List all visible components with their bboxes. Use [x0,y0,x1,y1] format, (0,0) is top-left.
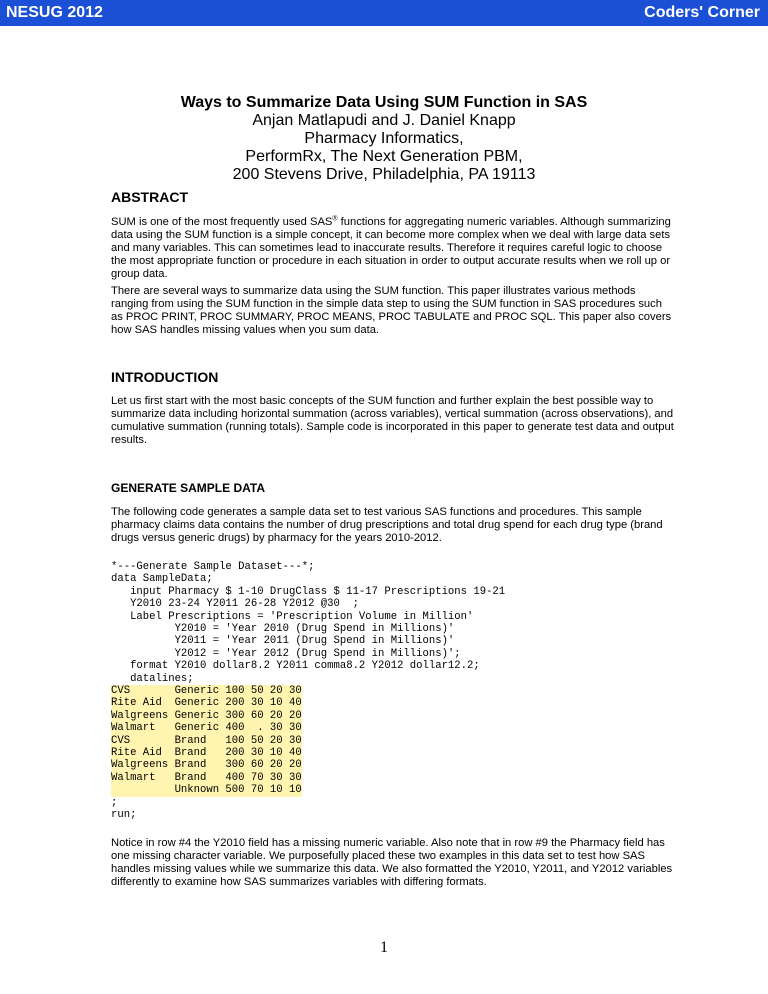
data-line: Rite Aid Generic 200 30 10 40 [111,697,302,710]
abstract-p1-rest: functions for aggregating numeric variables. Although summarizing data using the SUM function is a simple concept, it can become more complex when we deal with large data sets and many variables. This can sometimes lead to inaccurate results. Therefore it requires careful logic to choose the most appropriate function or procedure in each situation in order to output accurate results when we roll up or group data. [111,216,671,280]
conference-name: NESUG 2012 [6,4,103,21]
code-block-top: *---Generate Sample Dataset---*; data SampleData; input Pharmacy $ 1-10 DrugClass $ 11-17 Prescriptions 19-21 Y2010 23-24 Y2011 26-28 Y2012 @30 ; Label Prescriptions = 'Prescription Volume in Million' Y2010 = 'Year 2010 (Drug Spend in Millions)' Y2011 = 'Year 2011 (Drug Spend in Millions)' Y2012 = 'Year 2012 (Drug Spend in Millions)'; format Y2010 dollar8.2 Y2011 comma8.2 Y2012 dollar12.2; datalines; [111,561,506,685]
title-block [0,94,768,184]
page-number: 1 [380,939,388,956]
registered-mark: ® [332,215,338,223]
data-line: Walmart Brand 400 70 30 30 [111,771,302,784]
abstract-p1-start: SUM is one of the most frequently used SAS [111,216,333,228]
sample-data-heading: GENERATE SAMPLE DATA [111,481,266,495]
code-block-bottom: ; run; [111,797,137,822]
address: 200 Stevens Drive, Philadelphia, PA 19113 [232,166,536,183]
data-line: CVS Generic 100 50 20 30 [111,685,302,697]
data-line: Walgreens Brand 300 60 20 20 [111,759,302,772]
data-line: Walgreens Generic 300 60 20 20 [111,709,302,722]
sample-data-notes: Notice in row #4 the Y2010 field has a missing numeric variable. Also note that in row #9 the Pharmacy field has one missing character variable. We purposefully placed these two examples in this data set to test how SAS handles missing values while we summarize this data. We also formatted the Y2010, Y2011, and Y2012 variables differently to examine how SAS summarizes variables with differing formats. [111,837,673,888]
paper-title: Ways to Summarize Data Using SUM Function in SAS [180,94,588,111]
department: Pharmacy Informatics, [304,130,464,147]
data-line: Unknown 500 70 10 10 [111,784,302,797]
data-line: Walmart Generic 400 . 30 30 [111,722,302,735]
data-line: CVS Brand 100 50 20 30 [111,734,302,747]
abstract-paragraph-1 [111,216,676,281]
datalines-block [111,685,302,797]
abstract-paragraph-2: There are several ways to summarize data using the SUM function. This paper illustrates various methods ranging from using the SUM function in the simple data step to using the SUM function in SAS procedures such as PROC PRINT, PROC SUMMARY, PROC MEANS, PROC TABULATE and PROC SQL. This paper also covers how SAS handles missing values when you sum data. [111,285,672,336]
authors: Anjan Matlapudi and J. Daniel Knapp [252,112,516,129]
introduction-paragraph: Let us first start with the most basic concepts of the SUM function and further explain the best possible way to summarize data including horizontal summation (across variables), vertical summation (across observations), and cumulative summation (running totals). Sample code is incorporated in this paper to generate test data and output results. [111,395,674,446]
abstract-heading: ABSTRACT [111,189,188,205]
organization: PerformRx, The Next Generation PBM, [245,148,523,165]
data-line: Rite Aid Brand 200 30 10 40 [111,747,302,760]
introduction-heading: INTRODUCTION [111,369,219,385]
page-header-banner [0,0,768,26]
sample-data-paragraph: The following code generates a sample data set to test various SAS functions and procedures. This sample pharmacy claims data contains the number of drug prescriptions and total drug spend for each drug type (brand drugs versus generic drugs) by pharmacy for the years 2010-2012. [111,506,663,544]
section-name: Coders' Corner [644,4,760,21]
